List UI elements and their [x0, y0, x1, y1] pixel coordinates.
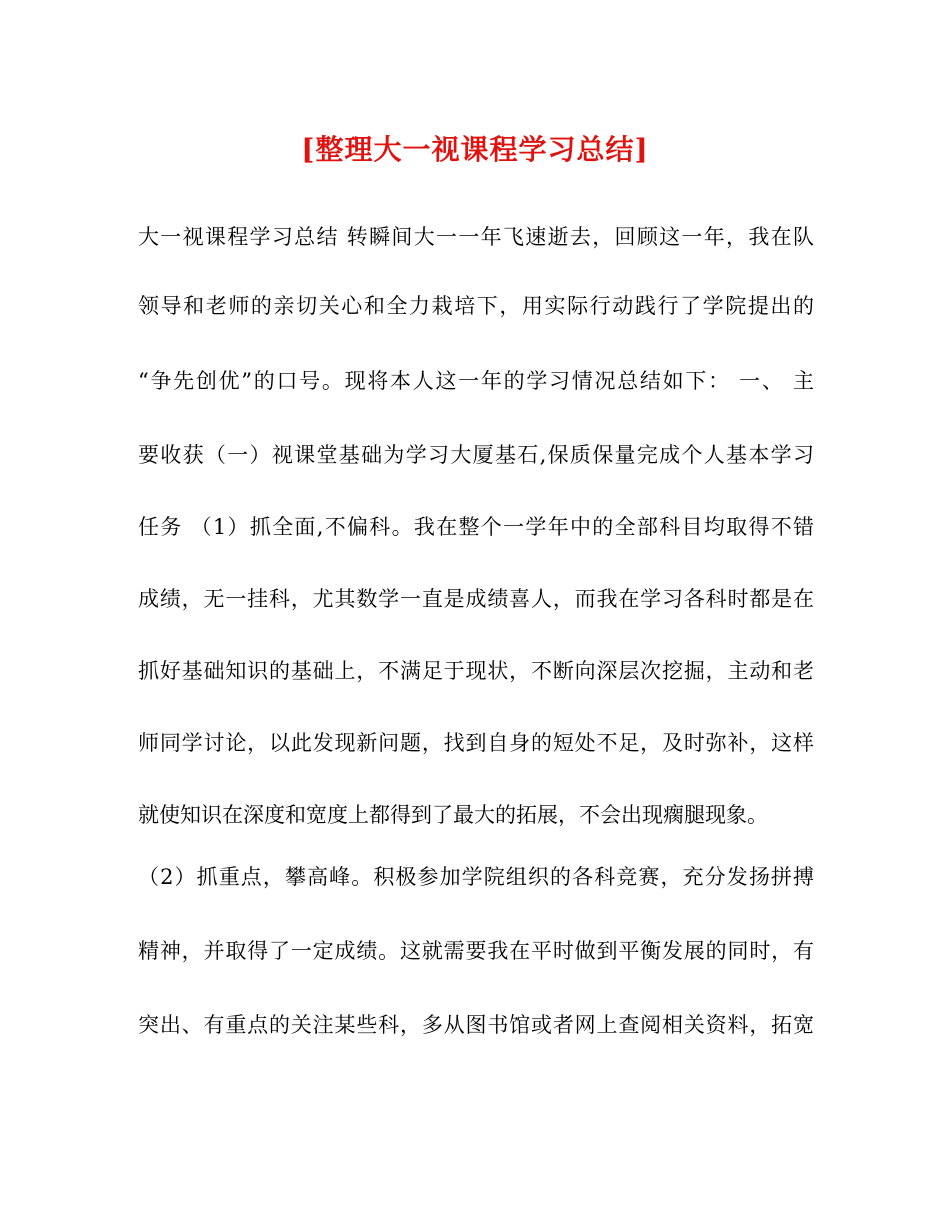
body-line: 突出、有重点的关注某些科，多从图书馆或者网上查阅相关资料，拓宽	[138, 1013, 814, 1037]
body-line: 抓好基础知识的基础上，不满足于现状，不断向深层次挖掘，主动和老	[138, 659, 814, 683]
body-line: 要收获（一）视课堂基础为学习大厦基石,保质保量完成个人基本学习	[138, 443, 814, 467]
body-line: 成绩，无一挂科，尤其数学一直是成绩喜人，而我在学习各科时都是在	[138, 587, 814, 611]
body-line: “争先创优”的口号。现将本人这一年的学习情况总结如下： 一、 主	[138, 369, 814, 393]
document-title: [整理大一视课程学习总结]	[301, 133, 649, 166]
body-line: 就使知识在深度和宽度上都得到了最大的拓展，不会出现瘸腿现象。	[138, 803, 768, 827]
body-line: 领导和老师的亲切关心和全力栽培下，用实际行动践行了学院提出的	[138, 294, 814, 318]
body-line: 精神，并取得了一定成绩。这就需要我在平时做到平衡发展的同时，有	[138, 939, 814, 963]
body-line: 任务 （1）抓全面,不偏科。我在整个一学年中的全部科目均取得不错	[138, 515, 814, 539]
body-line: 师同学讨论，以此发现新问题，找到自身的短处不足，及时弥补，这样	[138, 731, 814, 755]
body-line: （2）抓重点，攀高峰。积极参加学院组织的各科竞赛，充分发扬拼搏	[138, 865, 814, 889]
body-line: 大一视课程学习总结 转瞬间大一一年飞速逝去，回顾这一年，我在队	[138, 225, 814, 249]
